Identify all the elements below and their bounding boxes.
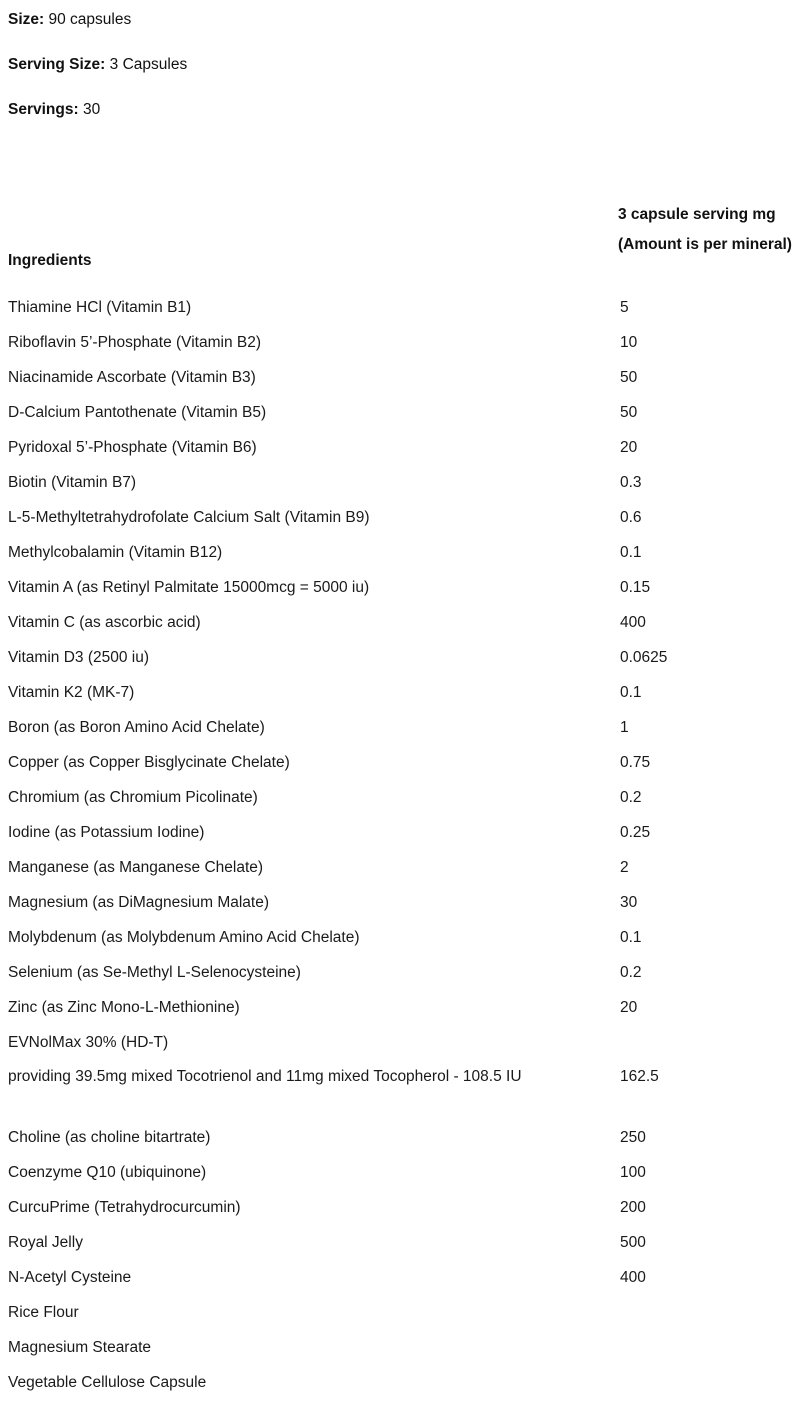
product-summary xyxy=(0,10,811,119)
table-row xyxy=(0,1225,811,1260)
ingredient-name: Vitamin K2 (MK-7) xyxy=(8,684,135,701)
table-row xyxy=(0,1155,811,1190)
ingredient-amount: 1 xyxy=(620,719,629,736)
ingredient-amount: 50 xyxy=(620,404,638,421)
ingredient-amount: 0.1 xyxy=(620,929,642,946)
ingredient-amount: 0.75 xyxy=(620,754,651,771)
ingredient-name: Riboflavin 5’-Phosphate (Vitamin B2) xyxy=(8,334,262,351)
ingredient-name: Pyridoxal 5’-Phosphate (Vitamin B6) xyxy=(8,439,257,456)
table-row xyxy=(0,815,811,850)
ingredient-name: EVNolMax 30% (HD-T) xyxy=(8,1034,169,1051)
ingredient-amount: 0.2 xyxy=(620,964,642,981)
table-row xyxy=(0,745,811,780)
ingredient-amount: 30 xyxy=(620,894,638,911)
summary-value-serving-size: 3 Capsules xyxy=(109,56,188,73)
table-row xyxy=(0,360,811,395)
ingredient-amount: 0.15 xyxy=(620,579,651,596)
table-row xyxy=(0,500,811,535)
ingredient-amount: 100 xyxy=(620,1164,646,1181)
table-row xyxy=(0,465,811,500)
ingredient-name: Vitamin A (as Retinyl Palmitate 15000mcg = 5000 iu) xyxy=(8,579,370,596)
table-row xyxy=(0,640,811,675)
ingredient-amount: 500 xyxy=(620,1234,646,1251)
ingredient-amount: 20 xyxy=(620,999,638,1016)
table-row xyxy=(0,955,811,990)
ingredient-amount: 400 xyxy=(620,614,646,631)
table-row xyxy=(0,535,811,570)
summary-value-servings: 30 xyxy=(82,101,101,118)
table-row xyxy=(0,1260,811,1295)
table-row xyxy=(0,1295,811,1330)
table-row xyxy=(0,1365,811,1400)
table-row xyxy=(0,290,811,325)
ingredient-amount: 5 xyxy=(620,299,629,316)
ingredient-name: Thiamine HCl (Vitamin B1) xyxy=(8,299,192,316)
ingredient-name: N-Acetyl Cysteine xyxy=(8,1269,132,1286)
ingredient-name: CurcuPrime (Tetrahydrocurcumin) xyxy=(8,1199,241,1216)
table-row xyxy=(0,1060,811,1120)
table-row xyxy=(0,1120,811,1155)
ingredient-amount: 0.25 xyxy=(620,824,651,841)
ingredient-name: Rice Flour xyxy=(8,1304,79,1321)
ingredient-name: D-Calcium Pantothenate (Vitamin B5) xyxy=(8,404,267,421)
ingredient-amount: 0.2 xyxy=(620,789,642,806)
summary-label-servings: Servings: xyxy=(8,101,79,118)
ingredient-name: Magnesium Stearate xyxy=(8,1339,152,1356)
ingredient-name: Chromium (as Chromium Picolinate) xyxy=(8,789,258,806)
table-row xyxy=(0,570,811,605)
table-row xyxy=(0,710,811,745)
ingredient-name: Vitamin D3 (2500 iu) xyxy=(8,649,150,666)
ingredient-name: Zinc (as Zinc Mono-L-Methionine) xyxy=(8,999,240,1016)
ingredients-table xyxy=(0,188,811,1400)
table-row xyxy=(0,1330,811,1365)
ingredient-name: Manganese (as Manganese Chelate) xyxy=(8,859,264,876)
ingredient-amount: 0.1 xyxy=(620,544,642,561)
table-row xyxy=(0,675,811,710)
ingredient-amount: 0.3 xyxy=(620,474,642,491)
table-body xyxy=(0,290,811,1400)
ingredient-name: L-5-Methyltetrahydrofolate Calcium Salt (Vitamin B9) xyxy=(8,509,370,526)
summary-label-size: Size: xyxy=(8,11,45,28)
ingredient-amount: 10 xyxy=(620,334,638,351)
ingredient-name: Vegetable Cellulose Capsule xyxy=(8,1374,207,1391)
table-row xyxy=(0,430,811,465)
ingredient-name: Magnesium (as DiMagnesium Malate) xyxy=(8,894,270,911)
ingredient-name: Coenzyme Q10 (ubiquinone) xyxy=(8,1164,207,1181)
summary-value-size: 90 capsules xyxy=(48,11,132,28)
ingredient-amount: 20 xyxy=(620,439,638,456)
ingredient-amount: 250 xyxy=(620,1129,646,1146)
supplement-facts-page xyxy=(0,10,811,1425)
table-row xyxy=(0,1025,811,1060)
table-row xyxy=(0,325,811,360)
ingredient-amount: 50 xyxy=(620,369,638,386)
ingredient-name: Royal Jelly xyxy=(8,1234,83,1251)
ingredient-name: Methylcobalamin (Vitamin B12) xyxy=(8,544,223,561)
ingredient-amount: 0.6 xyxy=(620,509,642,526)
ingredient-name: Niacinamide Ascorbate (Vitamin B3) xyxy=(8,369,256,386)
table-header xyxy=(0,188,811,290)
ingredient-name: Copper (as Copper Bisglycinate Chelate) xyxy=(8,754,290,771)
ingredient-amount: 200 xyxy=(620,1199,646,1216)
ingredient-name: Biotin (Vitamin B7) xyxy=(8,474,137,491)
ingredient-amount: 162.5 xyxy=(620,1068,659,1085)
table-row xyxy=(0,990,811,1025)
summary-row-size xyxy=(8,10,811,29)
ingredient-name: Molybdenum (as Molybdenum Amino Acid Chelate) xyxy=(8,929,360,946)
table-row xyxy=(0,780,811,815)
table-row xyxy=(0,1190,811,1225)
ingredient-amount: 0.1 xyxy=(620,684,642,701)
table-row xyxy=(0,605,811,640)
ingredient-amount: 0.0625 xyxy=(620,649,668,666)
table-row xyxy=(0,850,811,885)
summary-row-servings xyxy=(8,100,811,119)
ingredient-name: Choline (as choline bitartrate) xyxy=(8,1129,211,1146)
table-row xyxy=(0,395,811,430)
ingredient-name: Vitamin C (as ascorbic acid) xyxy=(8,614,201,631)
ingredient-amount: 400 xyxy=(620,1269,646,1286)
column-header-ingredients: Ingredients xyxy=(8,252,92,269)
ingredient-amount: 2 xyxy=(620,859,629,876)
ingredient-name: Boron (as Boron Amino Acid Chelate) xyxy=(8,719,265,736)
ingredient-name: Selenium (as Se-Methyl L-Selenocysteine) xyxy=(8,964,301,981)
table-row xyxy=(0,920,811,955)
column-header-amount: 3 capsule serving mg (Amount is per mineral) xyxy=(618,206,792,253)
ingredient-name: Iodine (as Potassium Iodine) xyxy=(8,824,205,841)
table-row xyxy=(0,885,811,920)
ingredient-name: providing 39.5mg mixed Tocotrienol and 11mg mixed Tocopherol - 108.5 IU xyxy=(8,1068,522,1085)
summary-row-serving-size xyxy=(8,55,811,74)
summary-label-serving-size: Serving Size: xyxy=(8,56,106,73)
